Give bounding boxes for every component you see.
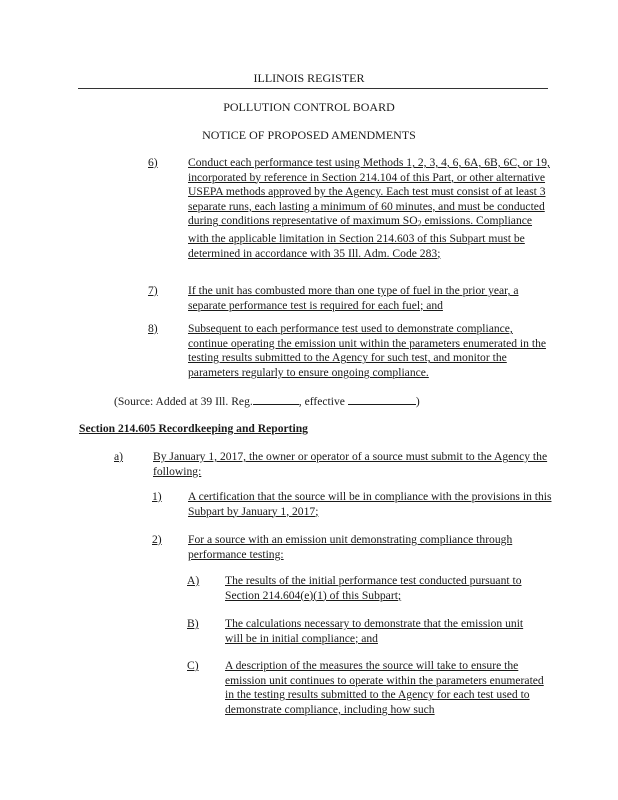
item-c-label: C) bbox=[187, 659, 199, 672]
effective-blank bbox=[348, 394, 416, 405]
item-a-label: A) bbox=[187, 574, 200, 587]
item-b-text: The calculations necessary to demonstrate that the emission unit will be in initial compliance; and bbox=[225, 617, 524, 645]
item-c-text: A description of the measures the source will take to ensure the emission unit continues to operate within the parameters enumerated in the testing results submitted to the Agency for each test used to demonstrate compliance, including how such bbox=[225, 659, 544, 716]
item-1-text: A certification that the source will be in compliance with the provisions in this Subpart by January 1, 2017; bbox=[188, 490, 552, 518]
subsection-a-text: By January 1, 2017, the owner or operator of a source must submit to the Agency the following: bbox=[153, 450, 548, 478]
reg-blank bbox=[253, 394, 299, 405]
item-6-text: Conduct each performance test using Methods 1, 2, 3, 4, 6, 6A, 6B, 6C, or 19, incorporated by reference in Section 214.104 of this Part, or other alternative USEPA methods approved by the Agency. Each test must consist of at least 3 separate runs, each lasting a minimum of 60 minutes, and must be conducted during conditions representative of maximum $SO_2$ emissions. Compliance with the applicable limitation in Section 214.603 of this Subpart must be determined in accordance with 35 Ill. Adm. Code 283; bbox=[188, 156, 550, 260]
section-heading: Section 214.605 Recordkeeping and Reporting bbox=[79, 422, 308, 435]
item-2-text: For a source with an emission unit demonstrating compliance through performance testing: bbox=[188, 533, 513, 561]
register-title: ILLINOIS REGISTER bbox=[253, 71, 365, 85]
item-1-label: 1) bbox=[152, 490, 162, 503]
item-7-label: 7) bbox=[148, 284, 158, 297]
item-8-label: 8) bbox=[148, 322, 158, 335]
header-rule bbox=[78, 88, 548, 89]
item-2-label: 2) bbox=[152, 533, 162, 546]
board-title: POLLUTION CONTROL BOARD bbox=[223, 100, 395, 114]
notice-title: NOTICE OF PROPOSED AMENDMENTS bbox=[202, 128, 416, 142]
item-7-text: If the unit has combusted more than one type of fuel in the prior year, a separate performance test is required for each fuel; and bbox=[188, 284, 519, 312]
item-b-label: B) bbox=[187, 617, 199, 630]
item-a-text: The results of the initial performance test conducted pursuant to Section 214.604(e)(1) of this Subpart; bbox=[225, 574, 522, 602]
item-6-label: 6) bbox=[148, 156, 158, 169]
source-citation: (Source: Added at 39 Ill. Reg. , effective ) bbox=[114, 395, 420, 408]
subsection-a-label: a) bbox=[114, 450, 124, 463]
item-8-text: Subsequent to each performance test used to demonstrate compliance, continue operating the emission unit within the parameters enumerated in the testing results submitted to the Agency for such test, and monitor the parameters regularly to ensure ongoing compliance. bbox=[188, 322, 547, 379]
